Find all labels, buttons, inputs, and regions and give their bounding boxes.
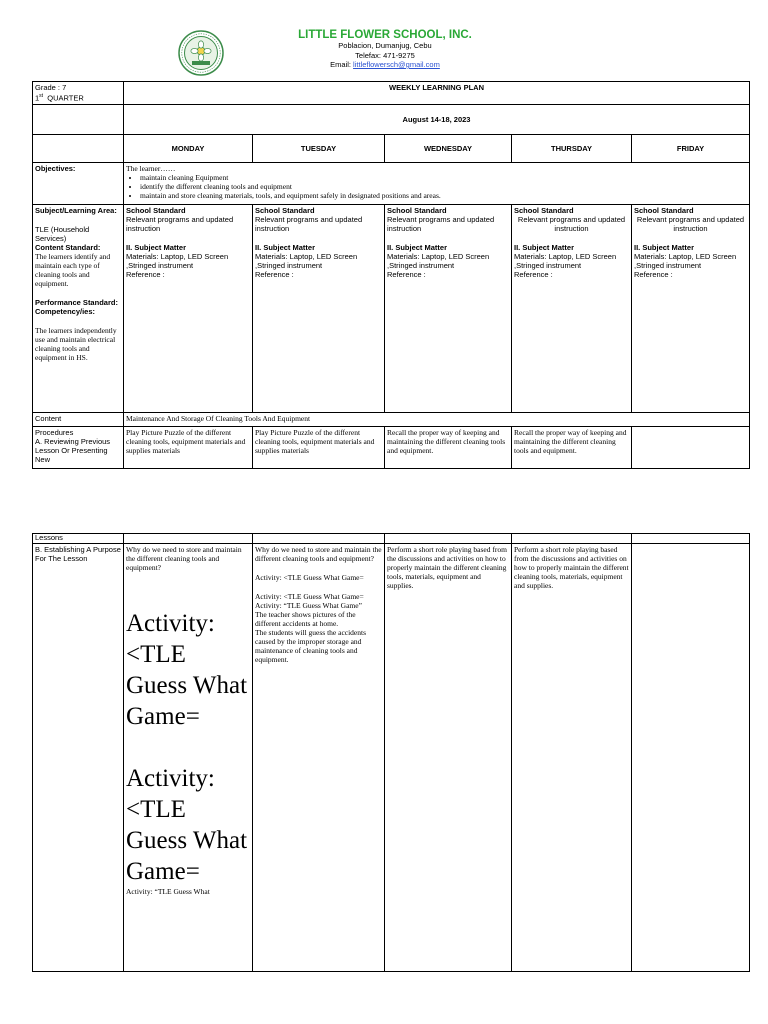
school-address: Poblacion, Dumanjug, Cebu [338,41,432,50]
subject-label: Subject/Learning Area: [35,205,117,215]
procedures-sub: A. Reviewing Previous Lesson Or Presenting New [35,436,111,464]
subject-matter-monday: School Standard Relevant programs and updated instruction II. Subject Matter Materials: Laptop, LED Screen ,Stringed instrument Reference : [124,204,253,412]
subject-cell [33,204,124,412]
procedure-tuesday: Play Picture Puzzle of the different cleaning tools, equipment materials and supplies materials [253,426,385,468]
grade-label: Grade : 7 [35,83,67,92]
school-header [250,29,520,70]
empty-cell [632,534,750,544]
empty-cell [512,534,632,544]
subject-matter-friday: School Standard Relevant programs and updated instruction II. Subject Matter Materials: Laptop, LED Screen ,Stringed instrument Reference : [632,204,750,412]
objectives-label: Objectives: [33,162,124,204]
quarter-label: 1st QUARTER [35,93,84,103]
school-seal-logo [178,30,224,76]
section-b-friday [632,544,750,972]
content-value: Maintenance And Storage Of Cleaning Tools And Equipment [124,412,750,426]
day-tuesday: TUESDAY [253,134,385,162]
grade-quarter-cell [33,82,124,105]
lessons-label: Lessons [33,534,124,544]
content-standard-text: The learners identify and maintain each type of cleaning tools and equipment. [35,251,111,288]
objectives-intro: The learner…… [126,163,176,173]
email-link[interactable]: littleflowersch@gmail.com [353,60,440,69]
weekly-plan-table-page-2 [32,533,750,972]
section-b-tuesday: Why do we need to store and maintain the different cleaning tools and equipment? Activity: <TLE Guess What Game= Activity: <TLE Guess What Game= Activity: “TLE Guess What Game” The teacher shows pictures of the different accidents at home. The students will guess the accidents caused by the improper storage and maintenance of cleaning tools and equipment. [253,544,385,972]
procedures-cell [33,426,124,468]
subject-matter-tuesday: School Standard Relevant programs and updated instruction II. Subject Matter Materials: Laptop, LED Screen ,Stringed instrument Reference : [253,204,385,412]
empty-cell [33,134,124,162]
objective-item: • maintain and store cleaning materials, tools, and equipment safely in designated positions and areas. [140,191,747,200]
section-b-wednesday: Perform a short role playing based from the discussions and activities on how to properly maintain the different cleaning tools, materials, equipment and supplies. [385,544,512,972]
objectives-cell [124,162,750,204]
procedure-friday [632,426,750,468]
section-b-monday: Why do we need to store and maintain the different cleaning tools and equipment? Activity: <TLE Guess What Game= Activity: <TLE Guess What Game= Activity: “TLE Guess What [124,544,253,972]
objective-item: • identify the different cleaning tools and equipment [140,182,747,191]
procedures-label: Procedures [35,427,74,437]
school-name: LITTLE FLOWER SCHOOL, INC. [298,29,472,41]
procedure-wednesday: Recall the proper way of keeping and maintaining the different cleaning tools and equipment. [385,426,512,468]
plan-title: WEEKLY LEARNING PLAN [124,82,750,105]
content-label: Content [33,412,124,426]
subject-area: TLE (Household Services) [35,224,90,243]
empty-cell [253,534,385,544]
school-telefax: Telefax: 471-9275 [355,50,415,60]
school-email [250,60,520,70]
activity-large-text: Activity: <TLE Guess What Game= [126,765,248,885]
objective-item: • maintain cleaning Equipment [140,173,747,182]
empty-cell [33,104,124,134]
procedure-thursday: Recall the proper way of keeping and maintaining the different cleaning tools and equipment. [512,426,632,468]
subject-matter-wednesday: School Standard Relevant programs and updated instruction II. Subject Matter Materials: Laptop, LED Screen ,Stringed instrument Reference : [385,204,512,412]
day-wednesday: WEDNESDAY [385,134,512,162]
empty-cell [385,534,512,544]
day-thursday: THURSDAY [512,134,632,162]
weekly-plan-table-page-1 [32,81,750,469]
performance-standard-label: Performance Standard: Competency/ies: [35,297,118,316]
subject-matter-thursday: School Standard Relevant programs and updated instruction II. Subject Matter Materials: Laptop, LED Screen ,Stringed instrument Reference : [512,204,632,412]
empty-cell [124,534,253,544]
activity-large-text: Activity: <TLE Guess What Game= [126,610,248,730]
procedure-monday: Play Picture Puzzle of the different cleaning tools, equipment materials and supplies materials [124,426,253,468]
day-friday: FRIDAY [632,134,750,162]
plan-date: August 14-18, 2023 [124,104,750,134]
email-label: Email: [330,60,354,69]
content-standard-label: Content Standard: [35,242,101,252]
section-b-thursday: Perform a short role playing based from the discussions and activities on how to properly maintain the different cleaning tools, materials, equipment and supplies. [512,544,632,972]
day-monday: MONDAY [124,134,253,162]
performance-standard-text: The learners independently use and maintain electrical cleaning tools and equipment in HS. [35,325,117,362]
section-b-label: B. Establishing A Purpose For The Lesson [33,544,124,972]
